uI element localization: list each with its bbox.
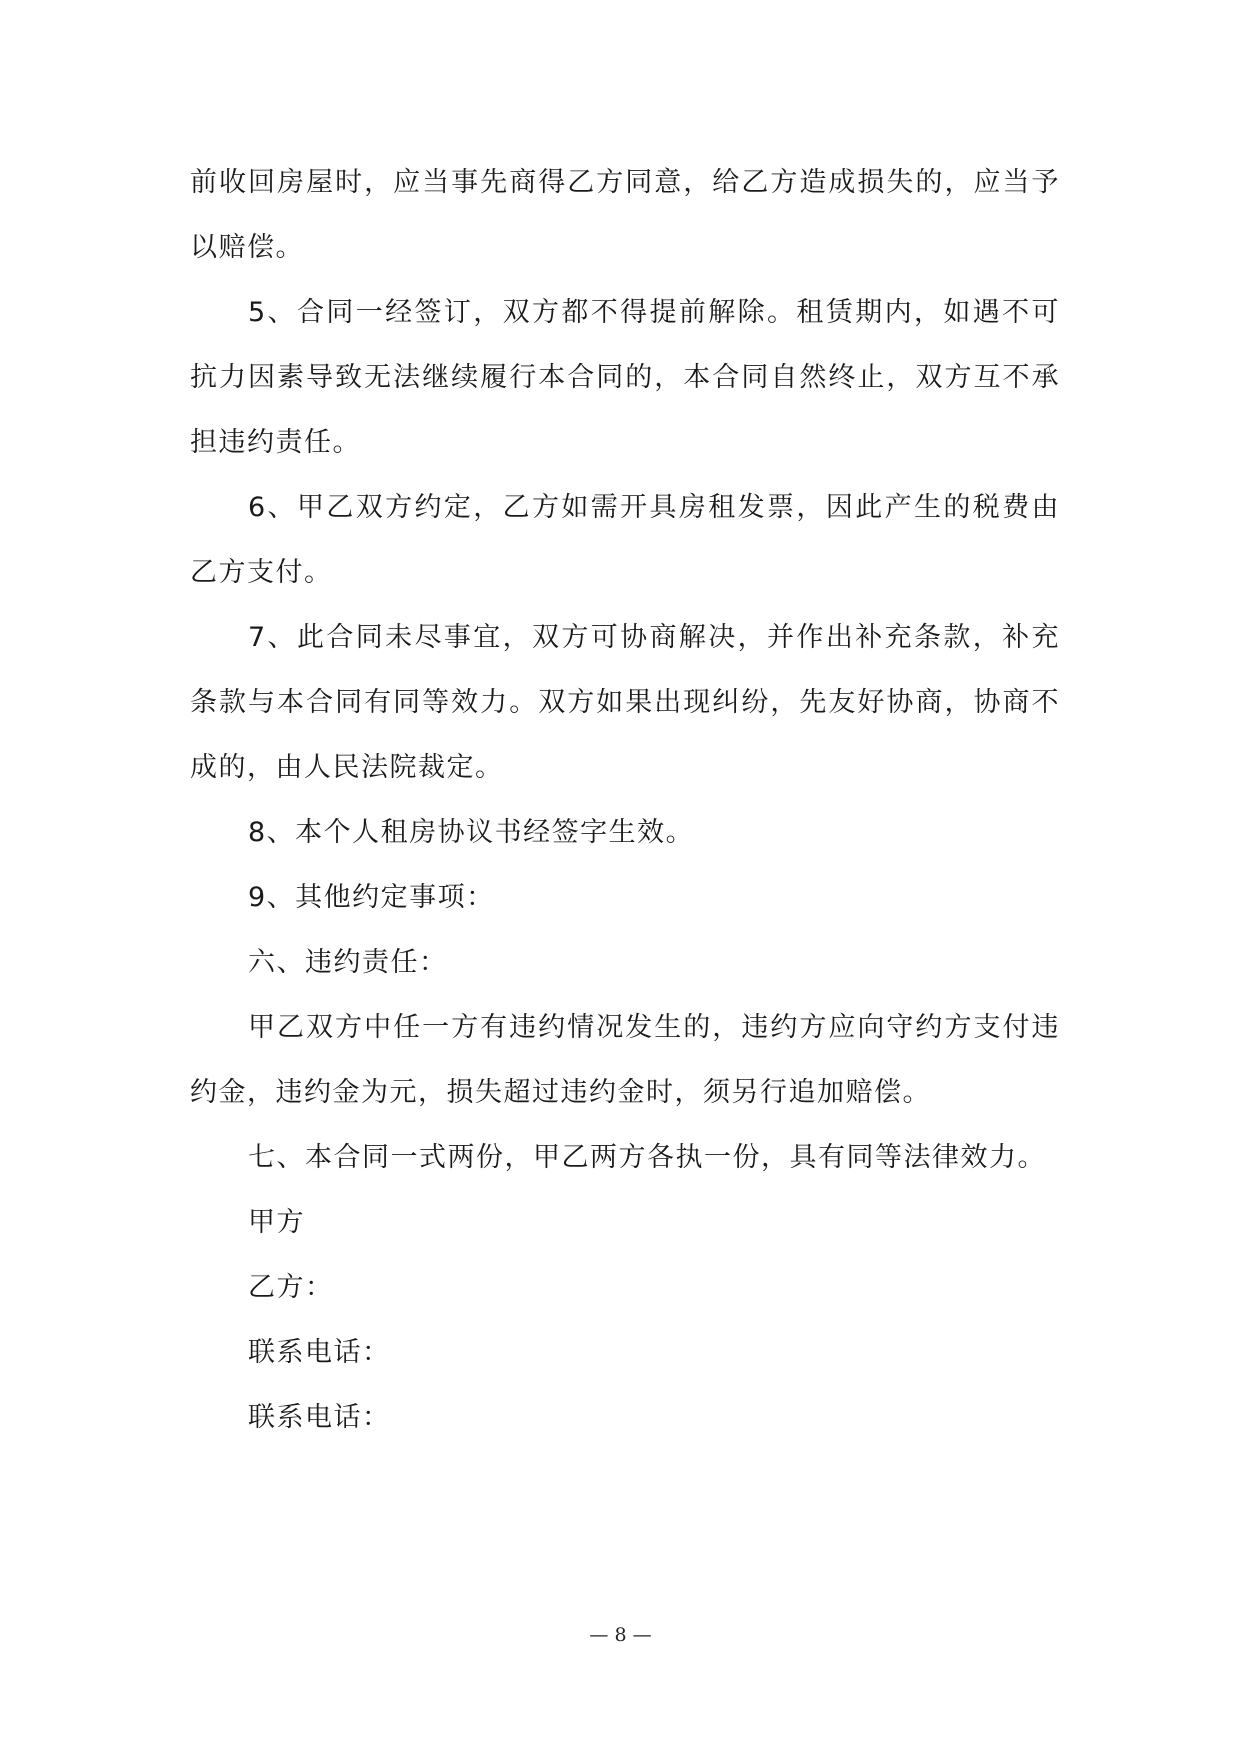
party-b-label: 乙方： bbox=[248, 1272, 334, 1303]
party-a-label: 甲方 bbox=[248, 1207, 305, 1238]
clause-9: 9、其他约定事项： bbox=[248, 882, 495, 913]
document-body bbox=[190, 150, 1060, 1450]
clause-8: 8、本个人租房协议书经签字生效。 bbox=[248, 817, 695, 848]
clause-5: 5、合同一经签订，双方都不得提前解除。租赁期内，如遇不可抗力因素导致无法继续履行本合同的，本合同自然终止，双方互不承担违约责任。 bbox=[190, 297, 1060, 458]
clause-6: 6、甲乙双方约定，乙方如需开具房租发票，因此产生的税费由乙方支付。 bbox=[190, 492, 1060, 588]
phone-a-label: 联系电话： bbox=[248, 1337, 391, 1368]
clause-7: 7、此合同未尽事宜，双方可协商解决，并作出补充条款，补充条款与本合同有同等效力。双方如果出现纠纷，先友好协商，协商不成的，由人民法院裁定。 bbox=[190, 622, 1060, 783]
page-number: — 8 — bbox=[589, 1624, 652, 1646]
section-copies: 七、本合同一式两份，甲乙两方各执一份，具有同等法律效力。 bbox=[248, 1142, 1046, 1173]
paragraph-continuation: 前收回房屋时，应当事先商得乙方同意，给乙方造成损失的，应当予以赔偿。 bbox=[190, 167, 1060, 263]
phone-b-label: 联系电话： bbox=[248, 1402, 391, 1433]
section-heading-breach: 六、违约责任： bbox=[248, 947, 448, 978]
breach-clause: 甲乙双方中任一方有违约情况发生的，违约方应向守约方支付违约金，违约金为元，损失超过违约金时，须另行追加赔偿。 bbox=[190, 1012, 1060, 1108]
